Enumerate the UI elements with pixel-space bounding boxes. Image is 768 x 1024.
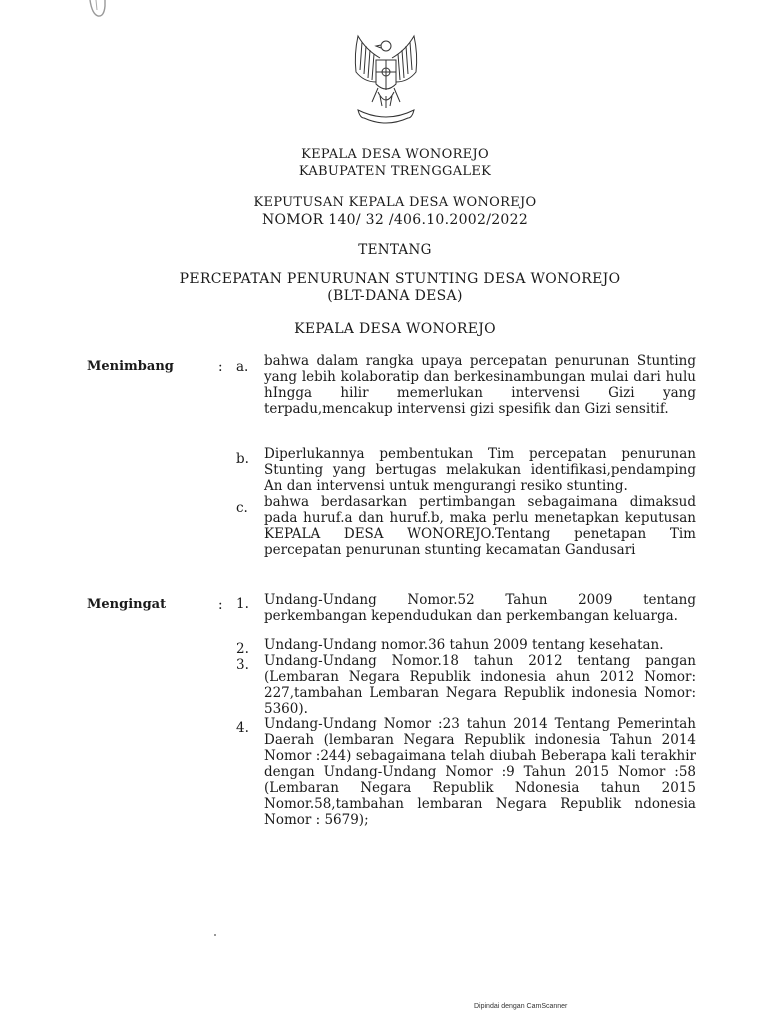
scanner-watermark: Dipindai dengan CamScanner xyxy=(474,1003,568,1010)
mengingat-item-1: Undang-Undang Nomor.52 Tahun 2009 tentang perkembangan kependudukan dan perkembangan keluarga. xyxy=(264,592,696,624)
menimbang-colon: : xyxy=(218,359,223,375)
menimbang-marker-a: a. xyxy=(236,359,249,375)
paper-clip-icon xyxy=(86,0,116,24)
menimbang-item-c: bahwa berdasarkan pertimbangan sebagaimana dimaksud pada huruf.a dan huruf.b, maka perlu menetapkan keputusan KEPALA DESA WONOREJO.Tentang penetapan Tim percepatan penurunan stunting kecamatan Gandusari xyxy=(264,494,696,558)
scan-speck xyxy=(214,934,216,936)
mengingat-label: Mengingat xyxy=(87,597,167,612)
menimbang-marker-c: c. xyxy=(236,500,248,516)
subject-line-2: (BLT-DANA DESA) xyxy=(327,288,463,304)
mengingat-marker-3: 3. xyxy=(236,657,249,673)
menimbang-item-b: Diperlukannya pembentukan Tim percepatan penurunan Stunting yang bertugas melakukan identifikasi,pendamping An dan intervensi untuk mengurangi resiko stunting. xyxy=(264,446,696,494)
issuer-heading: KEPALA DESA WONOREJO xyxy=(294,321,496,337)
decree-number: NOMOR 140/ 32 /406.10.2002/2022 xyxy=(261,212,529,228)
mengingat-item-4: Undang-Undang Nomor :23 tahun 2014 Tentang Pemerintah Daerah (lembaran Negara Republik indonesia Tahun 2014 Nomor :244) sebagaimana telah diubah Beberapa kali terakhir dengan Undang-Undang Nomor :9 Tahun 2015 Nomor :58 (Lembaran Negara Republik Ndonesia tahun 2015 Nomor.58,tambahan lembaran Negara Republik ndonesia Nomor : 5679); xyxy=(264,716,696,828)
mengingat-colon: : xyxy=(218,597,223,613)
garuda-emblem-icon xyxy=(336,32,436,132)
mengingat-item-2: Undang-Undang nomor.36 tahun 2009 tentang kesehatan. xyxy=(264,637,664,653)
menimbang-item-a: bahwa dalam rangka upaya percepatan penurunan Stunting yang lebih kolaboratip dan berkesinambungan mulai dari hulu hIngga hilir memerlukan intervensi Gizi yang terpadu,mencakup intervensi gizi spesifik dan Gizi sensitif. xyxy=(264,353,696,417)
menimbang-marker-b: b. xyxy=(236,451,249,467)
village-head-title: KEPALA DESA WONOREJO xyxy=(301,147,489,162)
mengingat-marker-4: 4. xyxy=(236,720,249,736)
decree-title: KEPUTUSAN KEPALA DESA WONOREJO xyxy=(253,195,537,210)
mengingat-marker-2: 2. xyxy=(236,641,249,657)
menimbang-label: Menimbang xyxy=(87,359,174,374)
subject-line-1: PERCEPATAN PENURUNAN STUNTING DESA WONOREJO xyxy=(179,271,621,287)
mengingat-marker-1: 1. xyxy=(236,596,249,612)
regency-title: KABUPATEN TRENGGALEK xyxy=(298,164,492,179)
about-heading: TENTANG xyxy=(358,242,432,258)
mengingat-item-3: Undang-Undang Nomor.18 tahun 2012 tentang pangan (Lembaran Negara Republik indonesia ahun 2012 Nomor: 227,tambahan Lembaran Negara Republik indonesia Nomor: 5360). xyxy=(264,653,696,717)
